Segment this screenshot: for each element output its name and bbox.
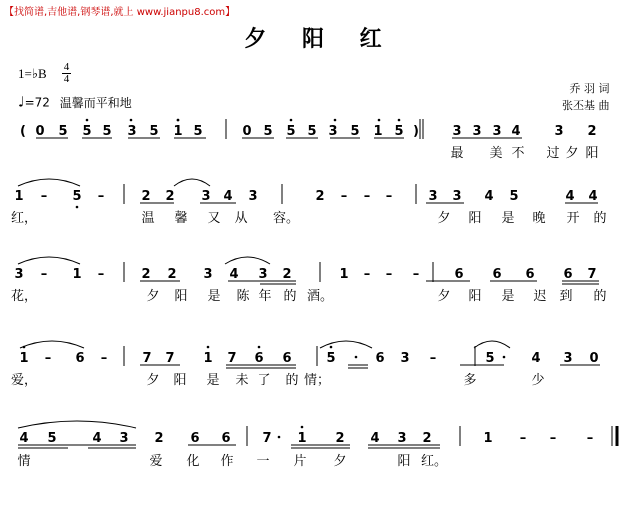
note: 5 [509, 189, 519, 204]
note: 5 [286, 124, 296, 139]
note: – [549, 431, 557, 446]
lyric-syllable: 多 [463, 373, 477, 388]
note: 3 [203, 267, 213, 282]
lyricist-credit: 乔 羽 词 [569, 82, 610, 95]
lyric-syllable: 的 [593, 289, 607, 304]
note: 4 [511, 124, 521, 139]
lyric-syllable: 过 [546, 146, 560, 161]
note: 5 [82, 124, 92, 139]
note: – [363, 267, 371, 282]
augmentation-dot [503, 356, 506, 359]
note: 2 [165, 189, 175, 204]
lyric-syllable: 容。 [272, 211, 300, 226]
note: 5 [58, 124, 68, 139]
note: 6 [454, 267, 464, 282]
lyric-syllable: 爱， [10, 373, 38, 388]
note: 3 [248, 189, 258, 204]
octave-dot-above [330, 346, 333, 349]
note: 1 [72, 267, 82, 282]
lyric-syllable: 是 [206, 373, 220, 388]
augmentation-dot [355, 356, 358, 359]
octave-dot-above [378, 119, 381, 122]
slur [225, 257, 270, 264]
slur [18, 179, 80, 186]
note: 4 [531, 351, 541, 366]
lyric-syllable: 开 [566, 211, 580, 226]
note: – [519, 431, 527, 446]
note: – [385, 189, 393, 204]
lyric-syllable: 少 [531, 373, 545, 388]
note: 3 [452, 124, 462, 139]
lyric-syllable: 馨 [174, 211, 188, 226]
note: 5 [149, 124, 159, 139]
octave-dot-above [207, 346, 210, 349]
lyric-syllable: 化 [186, 454, 200, 469]
note: – [40, 267, 48, 282]
lyric-syllable: 情； [303, 373, 331, 388]
lyric-syllable: 片 [293, 454, 307, 469]
note: 0 [589, 351, 599, 366]
octave-dot-above [301, 426, 304, 429]
note: 4 [370, 431, 380, 446]
lyric-syllable: 阳 [468, 289, 482, 304]
note: 3 [201, 189, 211, 204]
lyric-syllable: 爱 [149, 454, 163, 469]
note: 7 [587, 267, 597, 282]
note: 1 [339, 267, 349, 282]
slur [320, 341, 372, 348]
note: 7 [227, 351, 237, 366]
lyric-syllable: 是 [207, 289, 221, 304]
note: 2 [587, 124, 597, 139]
lyric-syllable: 一 [256, 454, 270, 469]
lyric-syllable: 阳 [174, 289, 188, 304]
note: 3 [452, 189, 462, 204]
lyric-syllable: 情 [17, 454, 31, 469]
note: 1 [483, 431, 493, 446]
note: 3 [400, 351, 410, 366]
note: – [340, 189, 348, 204]
note: – [44, 351, 52, 366]
note: 1 [297, 431, 307, 446]
note: 6 [190, 431, 200, 446]
lyric-syllable: 红， [10, 211, 38, 226]
octave-dot-above [177, 119, 180, 122]
lyric-syllable: 的 [285, 373, 299, 388]
note: 7 [142, 351, 152, 366]
key-signature: 1=♭B [18, 66, 47, 81]
note: 2 [315, 189, 325, 204]
note: 4 [588, 189, 598, 204]
note: 5 [47, 431, 57, 446]
note: – [97, 267, 105, 282]
note: 5 [307, 124, 317, 139]
note: 6 [375, 351, 385, 366]
expression-text: 温馨而平和地 [59, 96, 132, 110]
note: 6 [282, 351, 292, 366]
song-title: 夕 阳 红 [244, 26, 396, 52]
note: – [363, 189, 371, 204]
lyric-syllable: 夕 [146, 289, 160, 304]
note: 7 [262, 431, 272, 446]
lyric-syllable: 陈 [236, 289, 250, 304]
lyric-syllable: 阳 [468, 211, 482, 226]
tempo-value: =72 [24, 95, 50, 110]
note: 2 [335, 431, 345, 446]
note: 3 [119, 431, 129, 446]
note: – [97, 189, 105, 204]
slur [18, 257, 80, 264]
note: 2 [141, 189, 151, 204]
quarter-note-icon: ♩ [18, 94, 25, 111]
note: – [385, 267, 393, 282]
note: 6 [525, 267, 535, 282]
note: 1 [19, 351, 29, 366]
augmentation-dot [278, 436, 281, 439]
lyric-syllable: 的 [283, 289, 297, 304]
slur [20, 341, 84, 348]
note: 7 [165, 351, 175, 366]
note: – [412, 267, 420, 282]
note: 4 [229, 267, 239, 282]
note: – [40, 189, 48, 204]
slur [174, 179, 210, 186]
octave-dot-above [23, 346, 26, 349]
note: 4 [92, 431, 102, 446]
note: 6 [492, 267, 502, 282]
lyric-syllable: 夕 [437, 289, 451, 304]
note: 1 [203, 351, 213, 366]
lyric-syllable: 阳 [397, 454, 411, 469]
note: 5 [485, 351, 495, 366]
lyric-syllable: 是 [501, 289, 515, 304]
note: 5 [72, 189, 82, 204]
note: 3 [428, 189, 438, 204]
note: 1 [373, 124, 383, 139]
note: 5 [263, 124, 273, 139]
composer-credit: 张丕基 曲 [562, 99, 610, 112]
note: – [429, 351, 437, 366]
lyric-syllable: 阳 [173, 373, 187, 388]
lyric-syllable: 未 [235, 373, 249, 388]
note: 3 [492, 124, 502, 139]
note: 5 [102, 124, 112, 139]
lyric-syllable: 夕 [146, 373, 160, 388]
note: 6 [221, 431, 231, 446]
slur [18, 421, 136, 428]
note: 3 [397, 431, 407, 446]
note: 1 [173, 124, 183, 139]
note: 3 [563, 351, 573, 366]
bracket: ) [413, 124, 419, 139]
slur [474, 341, 510, 348]
note: – [100, 351, 108, 366]
octave-dot-above [86, 119, 89, 122]
note: 6 [563, 267, 573, 282]
lyric-syllable: 温 [141, 211, 155, 226]
octave-dot-below [76, 206, 79, 209]
note: 2 [282, 267, 292, 282]
octave-dot-above [334, 119, 337, 122]
site-banner: 【找简谱,吉他谱,钢琴谱,就上 www.jianpu8.com】 [4, 7, 236, 18]
lyric-syllable: 是 [501, 211, 515, 226]
note: 0 [242, 124, 252, 139]
lyric-syllable: 夕 [333, 454, 347, 469]
note: 3 [328, 124, 338, 139]
lyric-syllable: 夕 [565, 146, 579, 161]
note: 0 [35, 124, 45, 139]
lyric-syllable: 美 [489, 146, 503, 161]
note: 6 [254, 351, 264, 366]
lyric-syllable: 迟 [533, 289, 547, 304]
lyric-syllable: 不 [511, 146, 525, 161]
lyric-syllable: 年 [258, 289, 272, 304]
lyric-syllable: 红。 [420, 454, 448, 469]
lyric-syllable: 花， [10, 289, 38, 304]
lyric-syllable: 最 [450, 146, 464, 161]
note: 2 [154, 431, 164, 446]
time-signature-top: 4 [63, 61, 70, 73]
lyric-syllable: 作 [220, 454, 234, 469]
note: 6 [75, 351, 85, 366]
time-signature-bottom: 4 [63, 73, 70, 85]
note: 2 [167, 267, 177, 282]
note: 2 [141, 267, 151, 282]
note: 5 [326, 351, 336, 366]
lyric-syllable: 的 [593, 211, 607, 226]
bracket: ( [20, 124, 26, 139]
note: 5 [193, 124, 203, 139]
note: 1 [14, 189, 24, 204]
note: 3 [14, 267, 24, 282]
note: 4 [565, 189, 575, 204]
note: 3 [127, 124, 137, 139]
lyric-syllable: 晚 [532, 211, 546, 226]
note: 3 [554, 124, 564, 139]
lyric-syllable: 阳 [585, 146, 599, 161]
lyric-syllable: 酒。 [306, 289, 334, 304]
note: 3 [258, 267, 268, 282]
note: – [586, 431, 594, 446]
lyric-syllable: 夕 [437, 211, 451, 226]
note: 4 [19, 431, 29, 446]
octave-dot-above [290, 119, 293, 122]
note: 5 [394, 124, 404, 139]
octave-dot-above [130, 119, 133, 122]
lyric-syllable: 了 [257, 373, 271, 388]
note: 2 [422, 431, 432, 446]
lyric-syllable: 又 [207, 211, 221, 226]
octave-dot-above [258, 346, 261, 349]
lyric-syllable: 到 [559, 289, 573, 304]
lyric-syllable: 从 [234, 211, 248, 226]
note: 5 [350, 124, 360, 139]
note: 3 [472, 124, 482, 139]
note: 4 [484, 189, 494, 204]
note: 4 [223, 189, 233, 204]
octave-dot-above [398, 119, 401, 122]
